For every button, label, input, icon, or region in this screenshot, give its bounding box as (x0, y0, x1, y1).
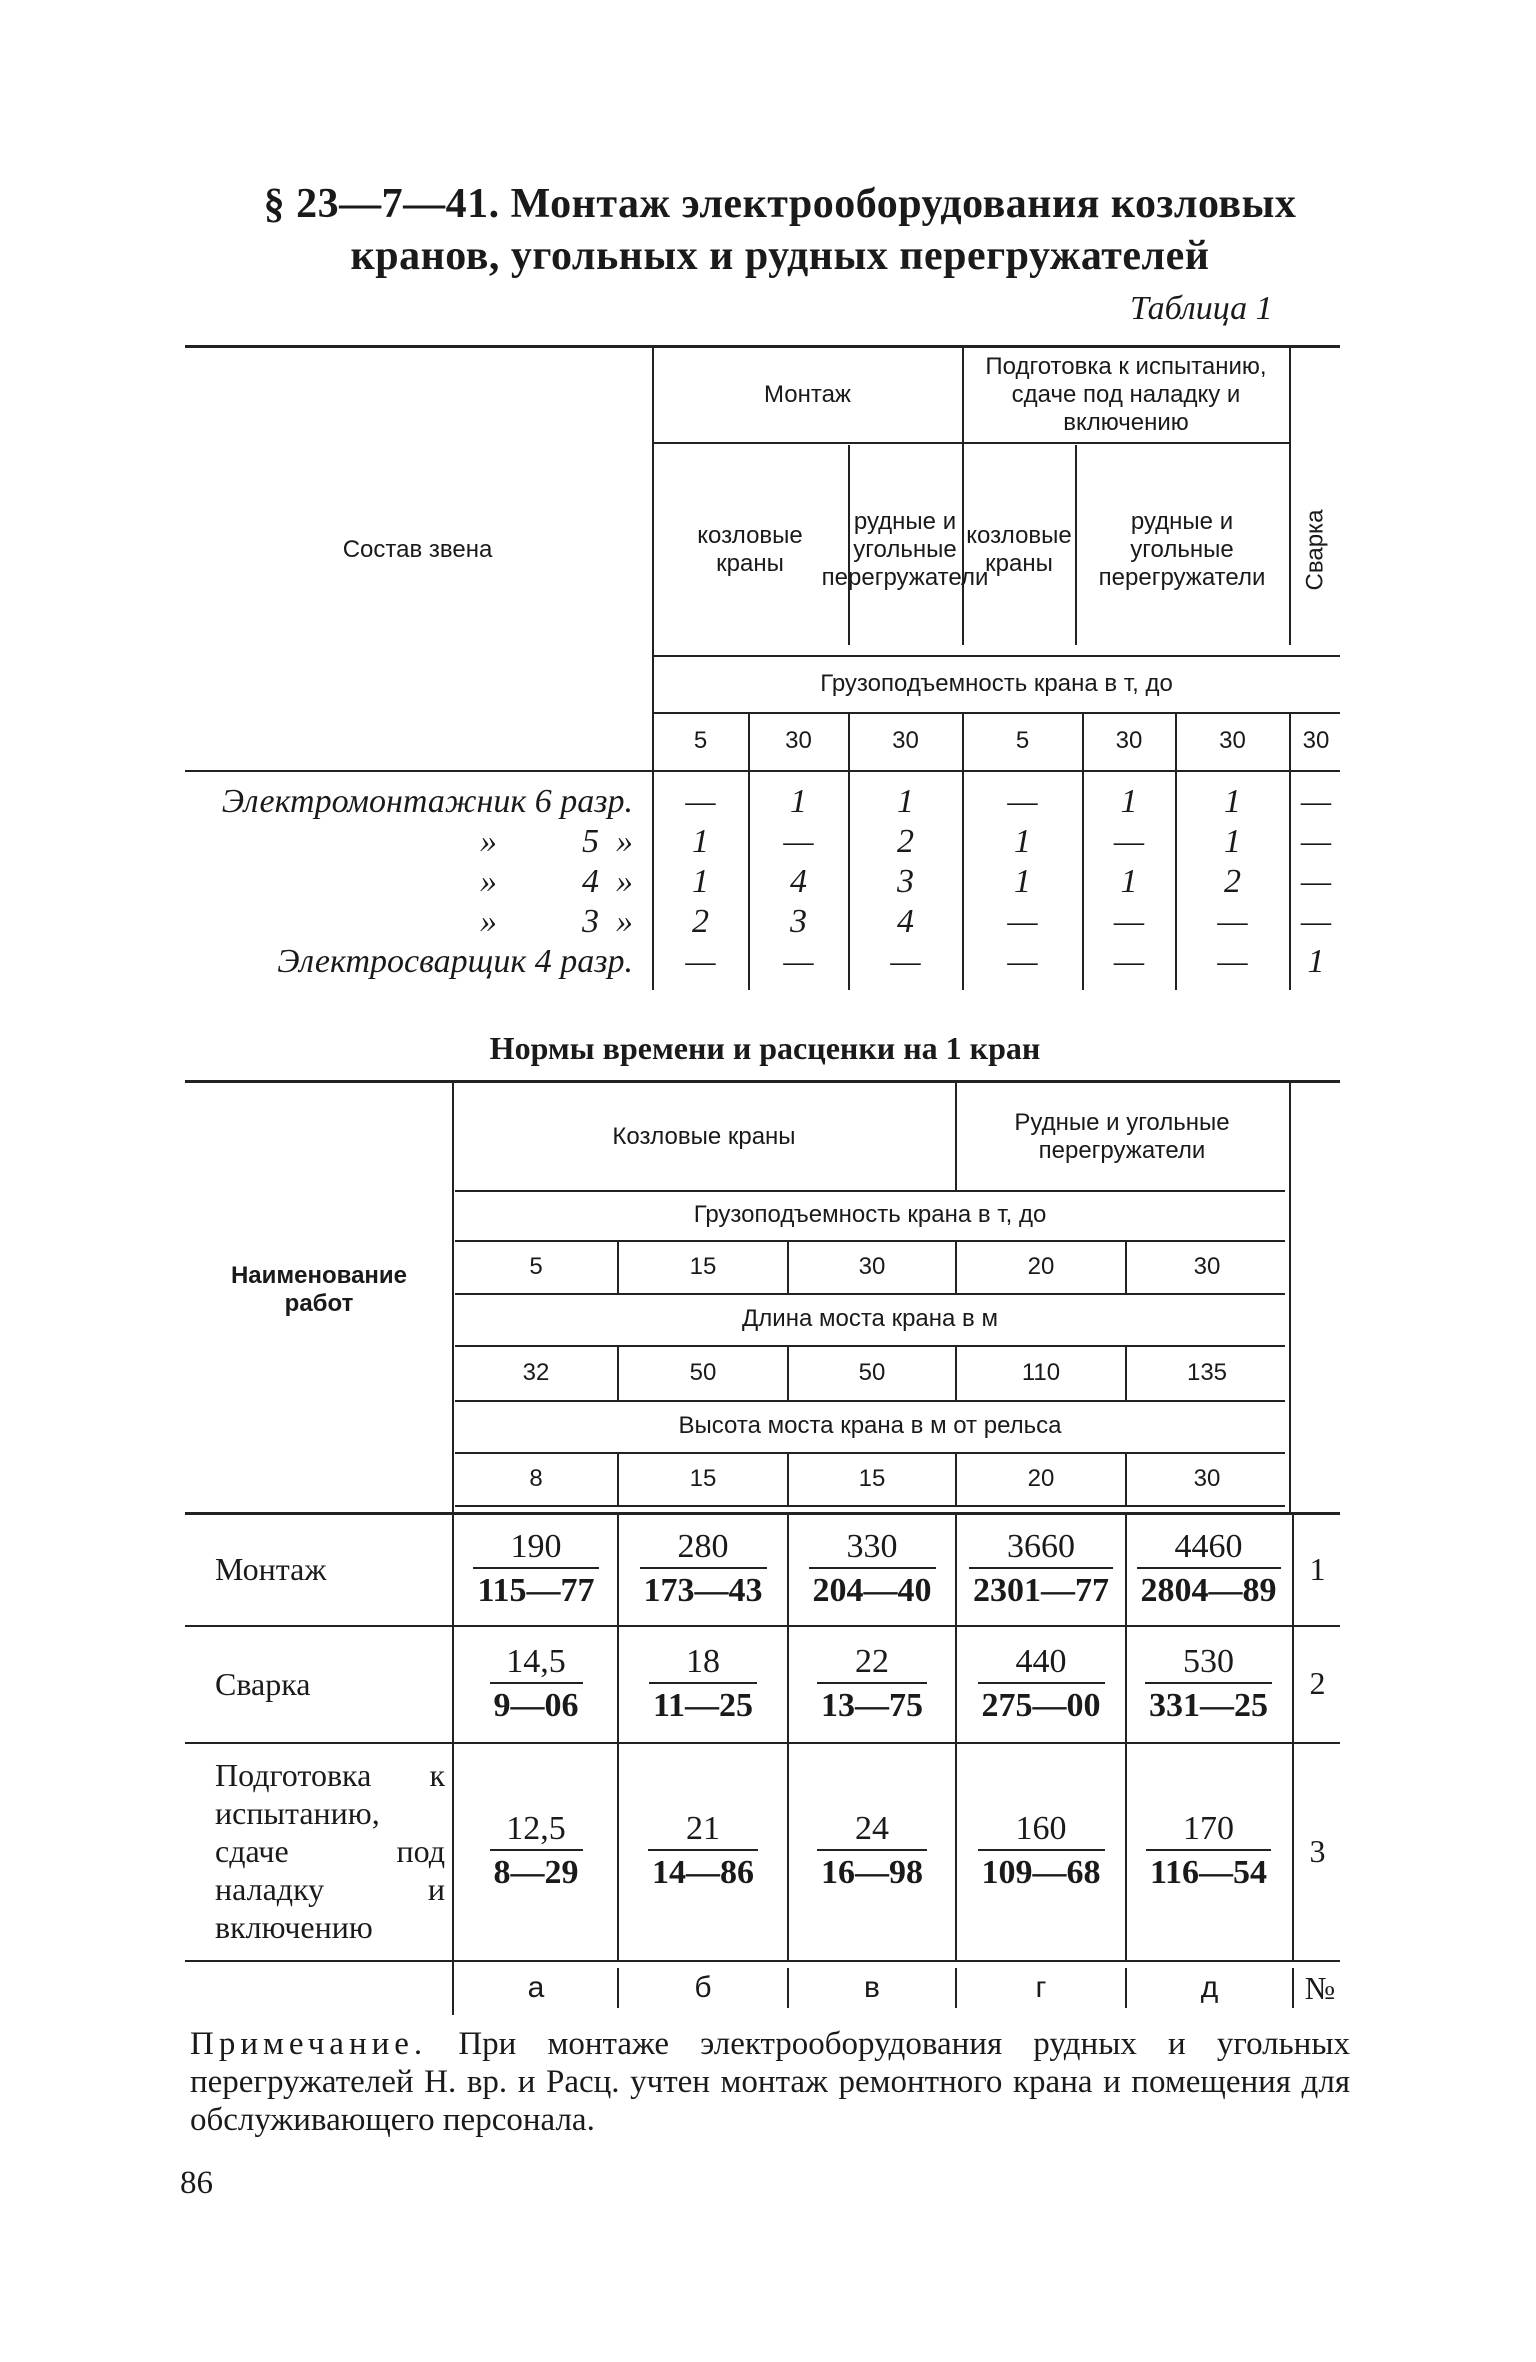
time-norm: 330 (846, 1528, 898, 1565)
t1-value-cell: 1 (897, 783, 914, 820)
norm-rate-fraction (978, 1809, 1105, 1893)
t1-value-cell: 1 (692, 823, 709, 860)
t2-row-number: 1 (1309, 1550, 1326, 1587)
t1-cap: 30 (1219, 727, 1246, 754)
t1-value-cell: 2 (692, 903, 709, 940)
t1-value-cell: — (1300, 783, 1332, 820)
note-label: Примечание. (190, 2026, 428, 2062)
norm-rate-fraction (817, 1642, 927, 1726)
t2-column-letter: б (694, 1971, 712, 2004)
t2-value-cell (619, 1744, 787, 1958)
t2-lengths-cell: 110 (1021, 1359, 1061, 1386)
t1-value-cell: — (1217, 903, 1248, 940)
t2-heights-cell: 20 (1027, 1465, 1055, 1492)
t1-value-cell: — (1007, 783, 1038, 820)
norm-rate-fraction (817, 1809, 927, 1893)
t1-value-cell: — (1217, 943, 1248, 980)
t2-column-letter: в (864, 1971, 880, 2004)
t2-capacity-header: Грузоподъемность крана в т, до (693, 1201, 1047, 1228)
rate: 275—00 (978, 1682, 1105, 1726)
t2-row-name: Сварка (215, 1665, 311, 1702)
t1-value-cell: 3 (897, 863, 914, 900)
t1-value-cell: 1 (1014, 823, 1031, 860)
t1-row-name: » 4 » (480, 863, 633, 900)
t1-group-mount: Монтаж (764, 381, 851, 408)
rate: 9—06 (490, 1682, 583, 1726)
t2-value-cell (1127, 1514, 1290, 1624)
t2-heights-cell: 30 (1193, 1465, 1221, 1492)
t1-value-cell: — (1007, 943, 1038, 980)
t2-column-letter: а (527, 1971, 545, 2004)
t1-value-cell: 4 (790, 863, 807, 900)
t2-capacities-cell: 30 (1193, 1253, 1221, 1280)
t2-row-name: Подготовка к испытанию, сдаче под наладку и включению (215, 1757, 445, 1945)
rate: 116—54 (1146, 1849, 1271, 1893)
rate: 204—40 (809, 1567, 936, 1611)
t2-column-letter: д (1200, 1971, 1219, 2004)
rate: 13—75 (817, 1682, 927, 1726)
t2-row-number: 2 (1309, 1665, 1326, 1701)
time-norm: 170 (1183, 1810, 1234, 1847)
time-norm: 18 (686, 1642, 720, 1680)
t2-value-cell (619, 1514, 787, 1624)
time-norm: 14,5 (506, 1642, 566, 1680)
table1-label: Таблица 1 (1130, 290, 1273, 327)
t1-value-cell: — (783, 943, 814, 980)
time-norm: 22 (855, 1642, 889, 1680)
norm-rate-fraction (648, 1809, 758, 1893)
t1-value-cell: 1 (1120, 863, 1138, 900)
t1-row-name: » 3 » (480, 903, 633, 940)
section-title (190, 178, 1370, 282)
t1-sub-ore2: рудные и угольные перегружатели (1098, 507, 1266, 591)
t2-length-header: Длина моста крана в м (742, 1305, 998, 1332)
norm-rate-fraction (809, 1527, 936, 1611)
t2-number-label: № (1304, 1969, 1336, 2006)
t2-capacities-cell: 20 (1027, 1253, 1055, 1280)
t2-value-cell (1127, 1744, 1290, 1958)
t1-value-cell: — (1113, 903, 1145, 940)
t2-row-number: 3 (1309, 1832, 1326, 1869)
t2-value-cell (455, 1744, 617, 1958)
t2-value-cell (957, 1514, 1125, 1624)
t2-value-cell (957, 1744, 1125, 1958)
t1-value-cell: — (1300, 823, 1332, 860)
norm-rate-fraction (640, 1527, 767, 1611)
t1-capacity-header: Грузоподъемность крана в т, до (820, 670, 1173, 697)
note-text: При монтаже электрооборудования рудных и угольных перегружателей Н. вр. и Расц. учтен монтаж ремонтного крана и помещения для обслуживающего персонала. (190, 2026, 1350, 2138)
norm-rate-fraction (490, 1642, 583, 1726)
t2-heights-cell: 8 (529, 1465, 543, 1492)
t1-value-cell: 4 (897, 903, 914, 940)
t2-lengths-cell: 50 (858, 1359, 886, 1386)
t1-sub-welding (1292, 447, 1338, 652)
t2-value-cell (619, 1627, 787, 1740)
t2-capacities-cell: 30 (858, 1253, 886, 1280)
time-norm: 12,5 (506, 1810, 566, 1847)
t1-cap: 30 (785, 727, 812, 754)
t1-value-cell: 1 (790, 783, 807, 820)
t2-value-cell (1127, 1627, 1290, 1740)
note (190, 2025, 1350, 2139)
norm-rate-fraction (1146, 1809, 1271, 1893)
time-norm: 4460 (1174, 1528, 1243, 1565)
time-norm: 280 (677, 1528, 729, 1565)
rate: 331—25 (1145, 1682, 1272, 1726)
t2-value-cell (455, 1514, 617, 1624)
t1-cap: 5 (693, 727, 708, 754)
rate: 173—43 (640, 1567, 767, 1611)
t1-row-name: » 5 » (480, 823, 633, 860)
t1-value-cell: 3 (790, 903, 807, 940)
time-norm: 190 (510, 1528, 562, 1565)
rate: 2804—89 (1137, 1567, 1281, 1611)
norm-rate-fraction (649, 1642, 757, 1726)
t1-value-cell: 1 (1307, 943, 1325, 980)
t1-value-cell: 2 (1224, 863, 1241, 900)
time-norm: 440 (1015, 1642, 1067, 1680)
time-norm: 3660 (1007, 1528, 1075, 1565)
t1-value-cell: — (1300, 903, 1332, 940)
t1-sub-ore: рудные и угольные перегружатели (821, 507, 989, 591)
time-norm: 530 (1183, 1642, 1234, 1680)
rate: 11—25 (649, 1682, 757, 1726)
t1-sub-gantry: козловые краны (697, 521, 803, 577)
rate: 115—77 (473, 1567, 598, 1611)
t1-value-cell: — (890, 943, 921, 980)
t1-value-cell: — (1113, 823, 1145, 860)
norm-rate-fraction (978, 1642, 1105, 1726)
t1-value-cell: — (685, 943, 716, 980)
t1-value-cell: — (1007, 903, 1038, 940)
t1-cap: 30 (892, 727, 919, 754)
page-number: 86 (180, 2165, 213, 2201)
t2-group-ore: Рудные и угольные перегружатели (1014, 1108, 1230, 1164)
t1-cap: 30 (1115, 727, 1143, 754)
t2-lengths-cell: 135 (1186, 1359, 1228, 1386)
t2-row-name: Монтаж (215, 1551, 327, 1587)
time-norm: 24 (855, 1810, 889, 1847)
t1-value-cell: — (783, 823, 814, 860)
norm-rate-fraction (490, 1809, 583, 1893)
t1-value-cell: 1 (1224, 783, 1241, 820)
t1-row-header: Состав звена (342, 536, 493, 563)
t1-value-cell: 1 (692, 863, 709, 900)
t1-group-prep: Подготовка к испытанию, сдаче под наладку и включению (985, 353, 1267, 436)
rate: 109—68 (978, 1849, 1105, 1893)
rate: 14—86 (648, 1849, 758, 1893)
t2-value-cell (789, 1514, 955, 1624)
t2-capacities-cell: 15 (689, 1253, 717, 1280)
t1-value-cell: 1 (1120, 783, 1138, 820)
t2-value-cell (789, 1744, 955, 1958)
norm-rate-fraction (969, 1527, 1113, 1611)
norm-rate-fraction (473, 1527, 598, 1611)
t2-group-gantry: Козловые краны (612, 1122, 796, 1150)
t1-sub-welding-label: Сварка (1301, 509, 1329, 590)
t2-heights-cell: 15 (689, 1465, 717, 1492)
t2-value-cell (455, 1627, 617, 1740)
t1-value-cell: — (1113, 943, 1145, 980)
t2-heights-cell: 15 (858, 1465, 886, 1492)
t2-height-header: Высота моста крана в м от рельса (678, 1412, 1062, 1439)
t2-lengths-cell: 50 (689, 1359, 717, 1386)
t1-value-cell: 1 (1014, 863, 1031, 900)
t1-value-cell: — (1300, 863, 1332, 900)
norm-rate-fraction (1145, 1642, 1272, 1726)
t1-value-cell: — (685, 783, 716, 820)
norm-rate-fraction (1137, 1527, 1281, 1611)
rate: 16—98 (817, 1849, 927, 1893)
t2-value-cell (789, 1627, 955, 1740)
t2-value-cell (957, 1627, 1125, 1740)
t2-capacities-cell: 5 (529, 1253, 543, 1280)
t1-sub-gantry2: козловые краны (966, 521, 1072, 577)
t1-row-name: Электросварщик 4 разр. (277, 943, 633, 980)
section-title-line1: § 23—7—41. Монтаж электрооборудования козловых (263, 181, 1297, 227)
t1-value-cell: 1 (1224, 823, 1241, 860)
time-norm: 21 (686, 1810, 720, 1847)
t2-lengths-cell: 32 (522, 1359, 550, 1386)
rate: 8—29 (490, 1849, 583, 1893)
section-title-line2: кранов, угольных и рудных перегружателей (350, 233, 1210, 279)
t1-cap: 5 (1015, 727, 1030, 754)
t1-row-name: Электромонтажник 6 разр. (221, 783, 633, 820)
t2-row-header: Наименование работ (230, 1262, 408, 1317)
table2-title: Нормы времени и расценки на 1 кран (489, 1030, 1041, 1066)
t1-cap: 30 (1302, 727, 1330, 754)
rate: 2301—77 (969, 1567, 1113, 1611)
t2-column-letter: г (1035, 1971, 1047, 2004)
t1-value-cell: 2 (897, 823, 914, 860)
time-norm: 160 (1015, 1810, 1067, 1847)
